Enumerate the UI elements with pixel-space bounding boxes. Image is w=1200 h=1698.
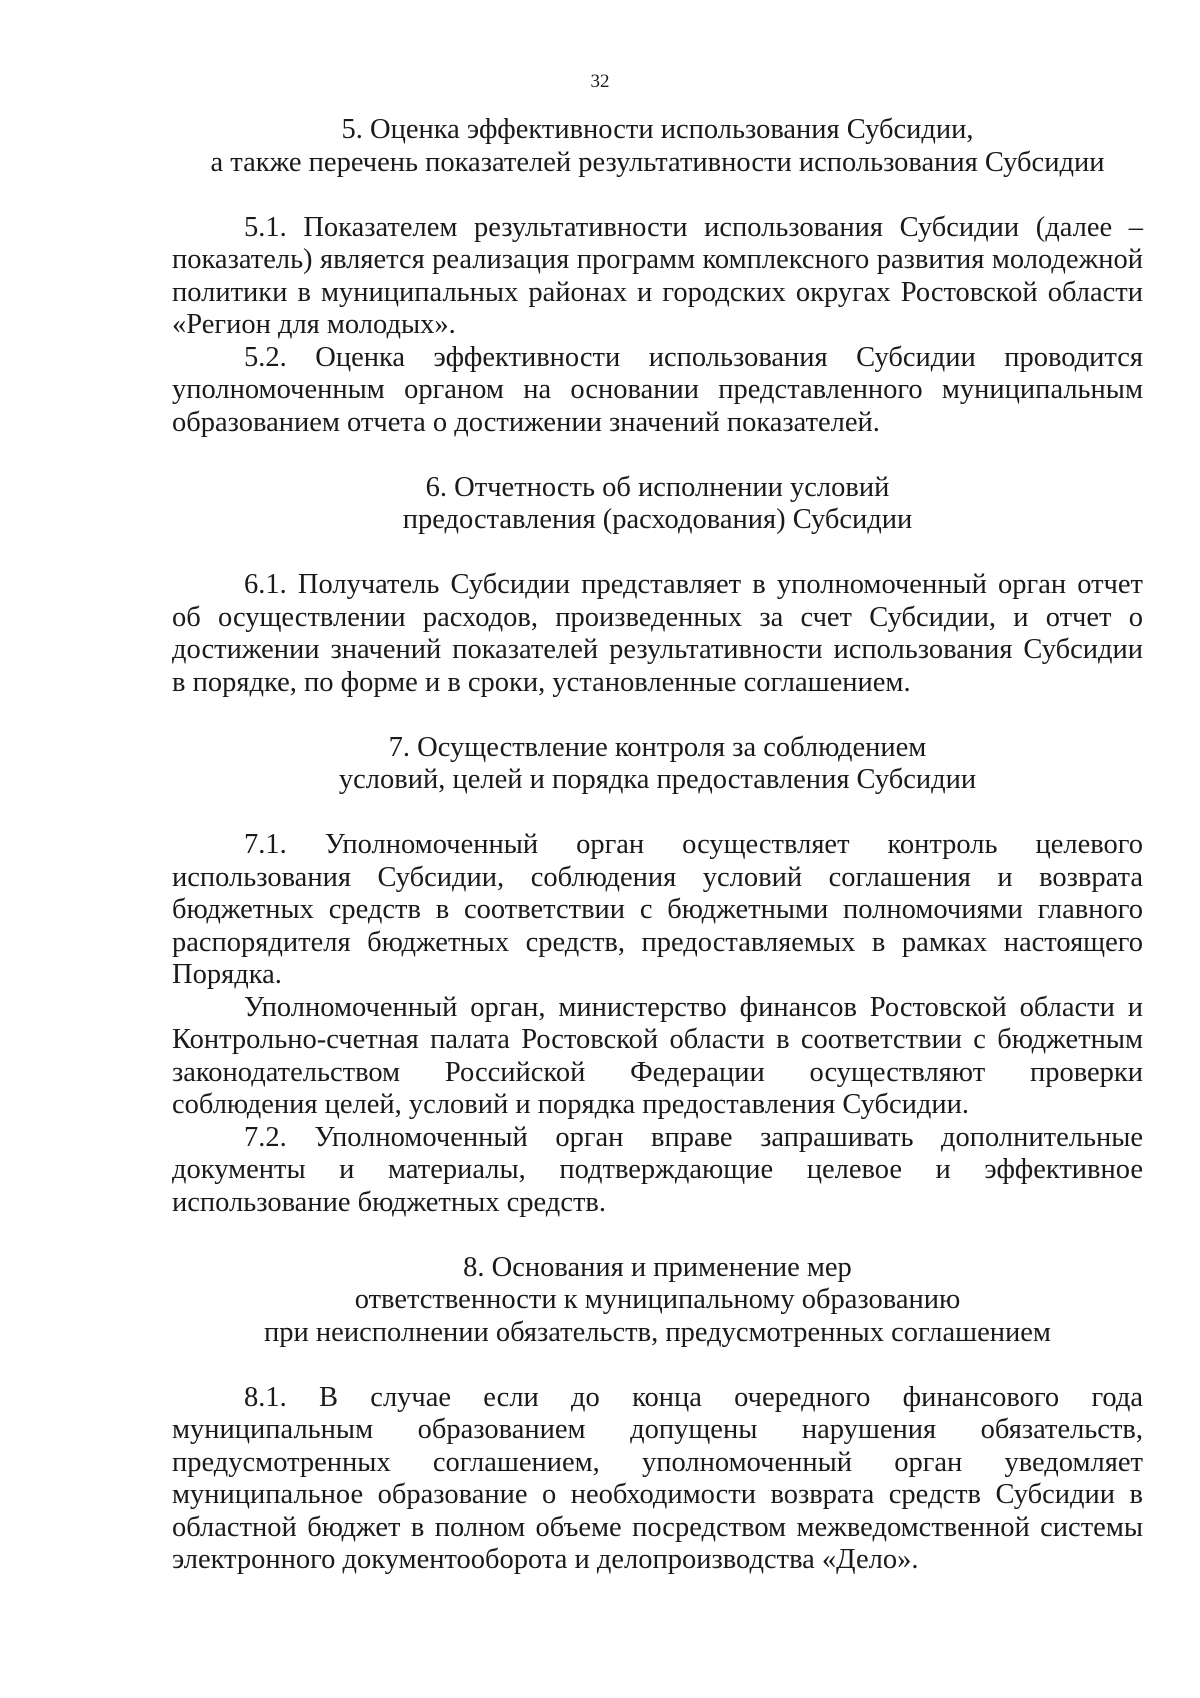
section-6 [172,472,1143,700]
heading-line: условий, целей и порядка предоставления Субсидии [338,764,977,795]
section-heading [172,114,1143,179]
paragraph-6-1: 6.1. Получатель Субсидии представляет в уполномоченный орган отчет об осуществлении расходов, произведенных за счет Субсидии, и отчет о достижении значений показателей результативности использования Субсидии в порядке, по форме и в сроки, установленные соглашением. [172,569,1143,698]
paragraph-7-1-continued: Уполномоченный орган, министерство финансов Ростовской области и Контрольно-счетная палата Ростовской области в соответствии с бюджетным законодательством Российской Федерации осуществляют проверки соблюдения целей, условий и порядка предоставления Субсидии. [172,991,1143,1120]
section-7 [172,732,1143,1220]
document-body [172,114,1143,1577]
heading-line: 8. Основания и применение мер [463,1251,852,1283]
paragraph-8-1: 8.1. В случае если до конца очередного финансового года муниципальным образованием допущены нарушения обязательств, предусмотренных соглашением, уполномоченный орган уведомляет муниципальное образование о необходимости возврата средств Субсидии в областной бюджет в полном объеме посредством межведомственной системы электронного документооборота и делопроизводства «Дело». [172,1381,1143,1575]
paragraph-5-2: 5.2. Оценка эффективности использования Субсидии проводится уполномоченным органом на основании представленного муниципальным образованием отчета о достижении значений показателей. [172,341,1143,438]
section-heading [172,1252,1143,1350]
heading-line: 5. Оценка эффективности использования Субсидии, [341,114,974,145]
section-5 [172,114,1143,439]
paragraph-5-1: 5.1. Показателем результативности использования Субсидии (далее – показатель) является реализация программ комплексного развития молодежной политики в муниципальных районах и городских округах Ростовской области «Регион для молодых». [172,211,1143,340]
heading-line: предоставления (расходования) Субсидии [402,504,913,535]
section-heading [172,472,1143,537]
heading-line: ответственности к муниципальному образованию [354,1284,961,1315]
heading-line: 6. Отчетность об исполнении условий [425,471,890,503]
heading-line: 7. Осуществление контроля за соблюдением [388,731,927,763]
section-heading [172,732,1143,797]
paragraph-7-2: 7.2. Уполномоченный орган вправе запрашивать дополнительные документы и материалы, подтверждающие целевое и эффективное использование бюджетных средств. [172,1121,1143,1218]
heading-line: при неисполнении обязательств, предусмотренных соглашением [264,1316,1051,1348]
section-8 [172,1252,1143,1577]
page-number: 32 [590,71,610,92]
heading-line: а также перечень показателей результативности использования Субсидии [210,146,1105,178]
paragraph-7-1: 7.1. Уполномоченный орган осуществляет контроль целевого использования Субсидии, соблюдения условий соглашения и возврата бюджетных средств в соответствии с бюджетными полномочиями главного распорядителя бюджетных средств, предоставляемых в рамках настоящего Порядка. [172,829,1143,990]
